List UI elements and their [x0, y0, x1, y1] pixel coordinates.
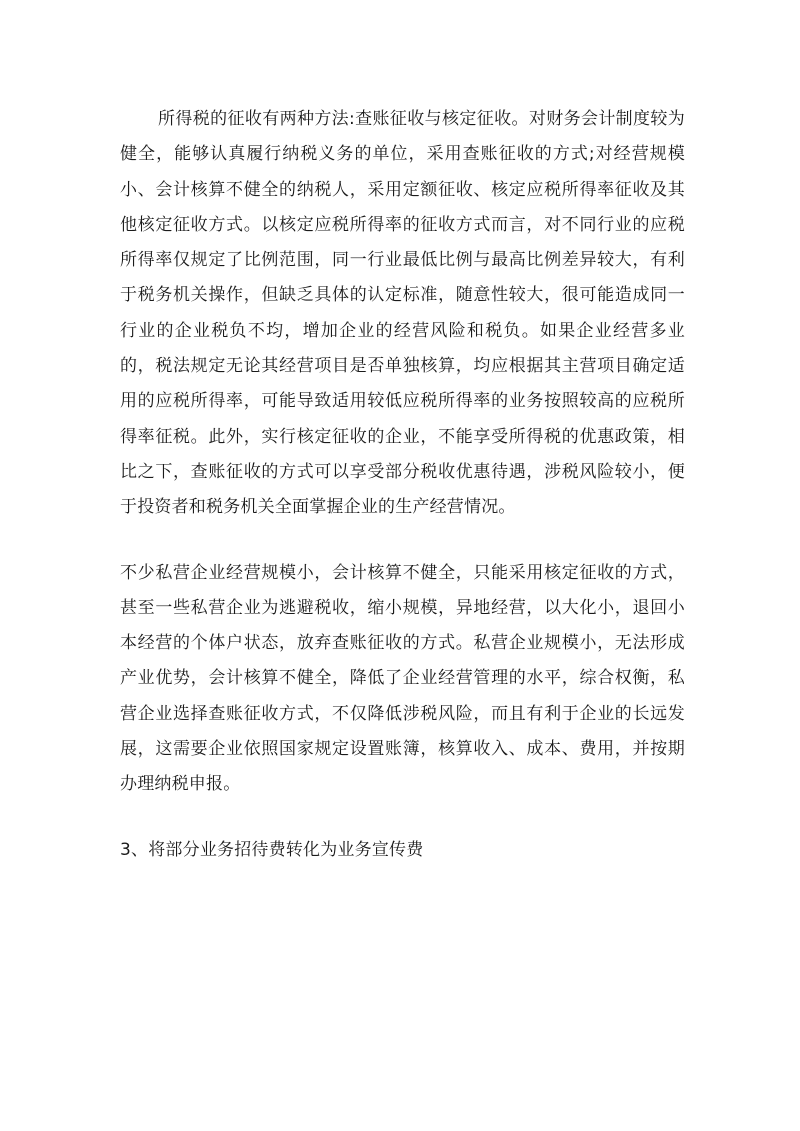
paragraph-tax-collection-methods: 所得税的征收有两种方法:查账征收与核定征收。对财务会计制度较为健全，能够认真履行纳税义务的单位，采用查账征收的方式;对经营规模小、会计核算不健全的纳税人，采用定额征收、核定应税所得率征收及其他核定征收方式。以核定应税所得率的征收方式而言，对不同行业的应税所得率仅规定了比例范围，同一行业最低比例与最高比例差异较大，有利于税务机关操作，但缺乏具体的认定标准，随意性较大，很可能造成同一行业的企业税负不均，增加企业的经营风险和税负。如果企业经营多业的，税法规定无论其经营项目是否单独核算，均应根据其主营项目确定适用的应税所得率，可能导致适用较低应税所得率的业务按照较高的应税所得率征税。此外，实行核定征收的企业，不能享受所得税的优惠政策，相比之下，查账征收的方式可以享受部分税收优惠待遇，涉税风险较小，便于投资者和税务机关全面掌握企业的生产经营情况。 [120, 109, 685, 518]
paragraph-private-enterprises: 不少私营企业经营规模小，会计核算不健全，只能采用核定征收的方式，甚至一些私营企业为逃避税收，缩小规模，异地经营，以大化小，退回小本经营的个体户状态，放弃查账征收的方式。私营企业规模小，无法形成产业优势，会计核算不健全，降低了企业经营管理的水平，综合权衡，私营企业选择查账征收方式，不仅降低涉税风险，而且有利于企业的长远发展，这需要企业依照国家规定设置账簿，核算收入、成本、费用，并按期办理纳税申报。 [120, 562, 685, 795]
section-heading: 3、将部分业务招待费转化为业务宣传费 [120, 839, 424, 860]
document-body [120, 102, 685, 868]
